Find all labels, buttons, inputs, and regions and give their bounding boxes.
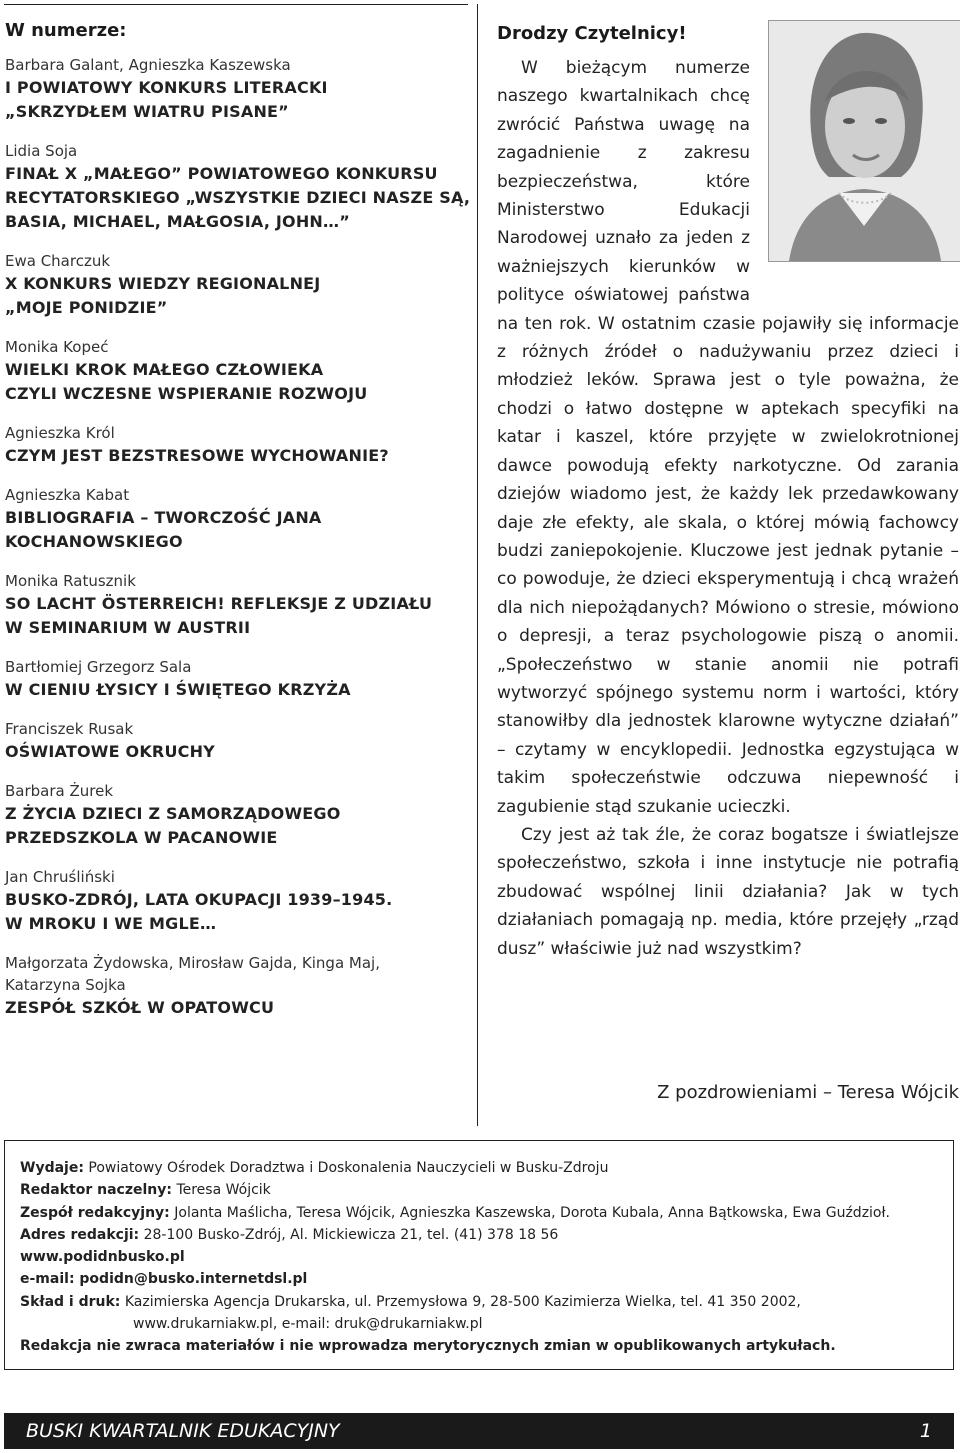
imprint-value: Jolanta Maślicha, Teresa Wójcik, Agnieszka Kaszewska, Dorota Kubala, Anna Bątkowska, Ewa Guździoł. (169, 1204, 890, 1221)
letter-paragraph: Czy jest aż tak źle, że coraz bogatsze i światlejsze społeczeństwo, szkoła i inne instytucje nie potrafią zbudować wspólnej linii działania? Jak w tych działaniach pomagają np. media, które przejęły „rząd dusz” właściwie już nad wszystkim? (497, 824, 959, 959)
disclaimer-text: Redakcja nie zwraca materiałów i nie wprowadza merytorycznych zmian w opublikowanych artykułach. (20, 1338, 836, 1355)
toc-author: Lidia Soja (5, 142, 78, 160)
toc-title: X KONKURS WIEDZY REGIONALNEJ „MOJE PONIDZIE” (5, 274, 321, 317)
imprint-editor (20, 1179, 939, 1201)
toc-entry (5, 570, 471, 640)
toc-entry (5, 54, 471, 124)
imprint-team (20, 1202, 939, 1224)
footer-bar (4, 1413, 954, 1449)
author-photo (768, 20, 960, 262)
imprint-label: Redaktor naczelny: (20, 1182, 172, 1199)
toc-entry (5, 718, 471, 764)
imprint-address (20, 1224, 939, 1246)
imprint-label: Wydaje: (20, 1160, 84, 1176)
toc-author: Monika Kopeć (5, 338, 109, 356)
website-link[interactable]: www.podidnbusko.pl (20, 1249, 185, 1266)
toc-title: BIBLIOGRAFIA – TWORCZOŚĆ JANA KOCHANOWSKIEGO (5, 508, 322, 551)
toc-title: W CIENIU ŁYSICY I ŚWIĘTEGO KRZYŻA (5, 680, 351, 699)
page-number: 1 (919, 1420, 932, 1442)
toc-heading: W numerze: (5, 20, 127, 41)
toc-title: Z ŻYCIA DZIECI Z SAMORZĄDOWEGO PRZEDSZKOLA W PACANOWIE (5, 804, 341, 847)
table-of-contents (5, 18, 471, 1036)
toc-entry (5, 780, 471, 850)
imprint-disclaimer (20, 1335, 939, 1357)
toc-title: ZESPÓŁ SZKÓŁ W OPATOWCU (5, 998, 275, 1017)
toc-title: BUSKO-ZDRÓJ, LATA OKUPACJI 1939–1945. W MROKU I WE MGLE… (5, 890, 393, 933)
toc-author: Agnieszka Kabat (5, 486, 130, 504)
toc-author: Barbara Żurek (5, 782, 114, 800)
imprint-box (4, 1140, 954, 1370)
toc-title: OŚWIATOWE OKRUCHY (5, 742, 215, 761)
toc-title: I POWIATOWY KONKURS LITERACKI „SKRZYDŁEM WIATRU PISANE” (5, 78, 328, 121)
portrait-illustration (769, 21, 960, 261)
toc-author: Małgorzata Żydowska, Mirosław Gajda, Kinga Maj, Katarzyna Sojka (5, 954, 380, 994)
toc-title: CZYM JEST BEZSTRESOWE WYCHOWANIE? (5, 446, 389, 465)
letter-paragraph: W bieżącym numerze naszego kwartalnikach chcę zwrócić Państwa uwagę na zagadnienie z zakresu bezpieczeństwa, które Ministerstwo Edukacji Narodowej uznało za jeden z ważniejszych kierunków w polityce oświatowej państwa na ten rok. W ostatnim czasie pojawiły się informacje z różnych źródeł o nadużywaniu przez dzieci i młodzież leków. Sprawa jest o tyle poważna, że chodzi o łatwo dostępne w aptekach specyfiki na katar i kaszel, które przyjęte w zwielokrotnionej dawce powodują efekty narkotyczne. Od zarania dziejów wiadomo jest, że każdy lek przedawkowany daje złe efekty, ale skala, o której mówią fachowcy budzi zaniepokojenie. Kluczowe jest jednak pytanie – co powoduje, że dzieci eksperymentują i chcą wrażeń dla nich niepożądanych? Mówiono o stresie, mówiono o depresji, a teraz psychologowie piszą o anomii. „Społeczeństwo w stanie anomii nie potrafi wytworzyć spójnego systemu norm i wartości, który stanowiłby dla jednostek klarowne wytyczne działań” – czytamy w encyklopedii. Jednostka egzystująca w takim społeczeństwie odczuwa niepewność i zagubienie stąd szukanie ucieczki. (497, 58, 959, 817)
toc-author: Bartłomiej Grzegorz Sala (5, 658, 192, 676)
toc-title: WIELKI KROK MAŁEGO CZŁOWIEKA CZYLI WCZESNE WSPIERANIE ROZWOJU (5, 360, 368, 403)
letter-signoff: Z pozdrowieniami – Teresa Wójcik (657, 1082, 959, 1103)
toc-entry (5, 952, 471, 1020)
toc-author: Barbara Galant, Agnieszka Kaszewska (5, 56, 291, 74)
toc-entry (5, 422, 471, 468)
toc-entry (5, 140, 471, 234)
imprint-print-contact: www.drukarniakw.pl, e-mail: druk@drukarniakw.pl (133, 1316, 483, 1333)
toc-entry (5, 336, 471, 406)
footer-title: BUSKI KWARTALNIK EDUKACYJNY (26, 1420, 340, 1442)
toc-entry (5, 866, 471, 936)
toc-author: Jan Chruśliński (5, 868, 115, 886)
imprint-email[interactable] (20, 1268, 939, 1290)
imprint-label: Skład i druk: (20, 1293, 121, 1310)
column-divider (477, 4, 478, 1126)
imprint-value: 28-100 Busko-Zdrój, Al. Mickiewicza 21, tel. (41) 378 18 56 (139, 1226, 559, 1243)
imprint-publisher (20, 1157, 939, 1179)
imprint-website[interactable] (20, 1246, 939, 1268)
imprint-value: Teresa Wójcik (172, 1182, 271, 1199)
letter-heading: Drodzy Czytelnicy! (497, 23, 687, 44)
imprint-value: Powiatowy Ośrodek Doradztwa i Doskonalenia Nauczycieli w Busku-Zdroju (83, 1160, 609, 1176)
toc-entry (5, 656, 471, 702)
imprint-label: Adres redakcji: (20, 1226, 140, 1243)
toc-author: Ewa Charczuk (5, 252, 111, 270)
email-link[interactable]: e-mail: podidn@busko.internetdsl.pl (20, 1271, 308, 1288)
toc-title: FINAŁ X „MAŁEGO” POWIATOWEGO KONKURSU RECYTATORSKIEGO „WSZYSTKIE DZIECI NASZE SĄ, BASIA, MICHAEL, MAŁGOSIA, JOHN…” (5, 164, 471, 231)
top-rule (4, 4, 468, 5)
toc-author: Franciszek Rusak (5, 720, 134, 738)
toc-title: SO LACHT ÖSTERREICH! REFLEKSJE Z UDZIAŁU W SEMINARIUM W AUSTRII (5, 594, 433, 637)
imprint-print (20, 1291, 939, 1313)
imprint-label: Zespół redakcyjny: (20, 1204, 170, 1221)
toc-entry (5, 484, 471, 554)
toc-author: Agnieszka Król (5, 424, 115, 442)
toc-author: Monika Ratusznik (5, 572, 136, 590)
toc-entry (5, 250, 471, 320)
imprint-value: Kazimierska Agencja Drukarska, ul. Przemysłowa 9, 28-500 Kazimierza Wielka, tel. 41 350 2002, (120, 1293, 801, 1310)
editorial-letter (497, 20, 959, 963)
